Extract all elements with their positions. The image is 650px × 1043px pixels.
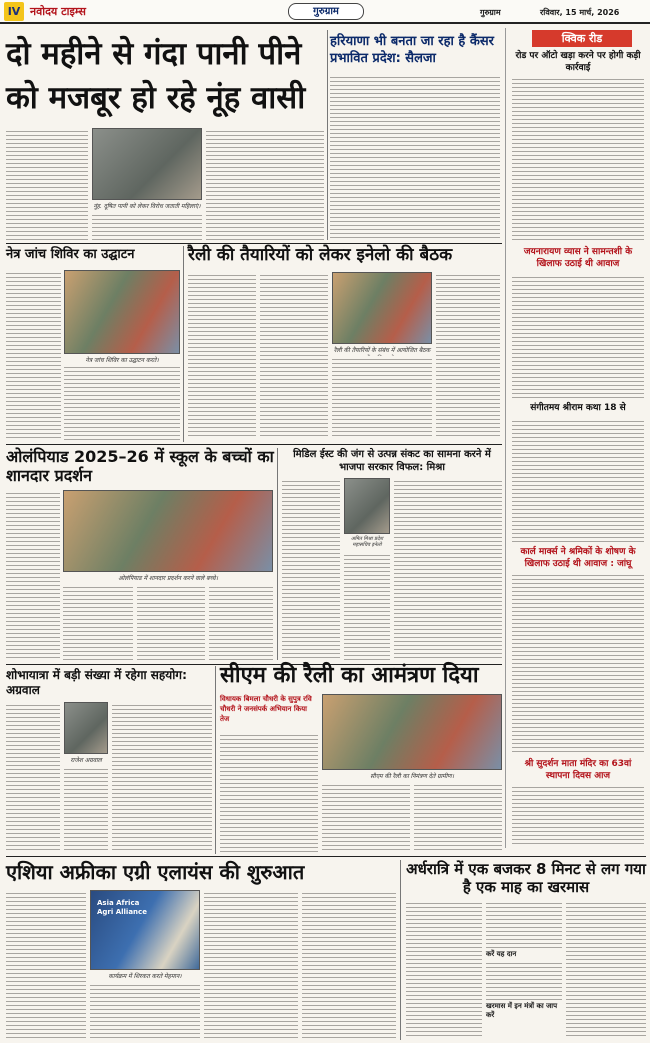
column-divider bbox=[400, 860, 401, 1040]
midil-east-portrait bbox=[344, 478, 390, 534]
quick-read-panel bbox=[505, 28, 647, 848]
quick-read-story5-body bbox=[512, 784, 644, 844]
lead-headline: दो महीने से गंदा पानी पीने को मजबूर हो रहे नूंह वासी bbox=[6, 36, 306, 116]
olympiad-caption: ओलंपियाड में शानदार प्रदर्शन करने वाले बच्चे। bbox=[118, 575, 218, 582]
procession-body-1 bbox=[6, 702, 60, 852]
section-label: गुरुग्राम bbox=[288, 3, 364, 20]
olympiad-headline: ओलंपियाड 2025–26 में स्कूल के बच्चों का शानदार प्रदर्शन bbox=[6, 447, 274, 485]
agri-body-4 bbox=[302, 890, 396, 1038]
lead-body-col3 bbox=[206, 128, 324, 240]
procession-caption: राजेश अग्रवाल bbox=[70, 757, 102, 764]
kharmas-subhead-2: खरमास में इन मंत्रों का जाप करें bbox=[486, 1002, 558, 1019]
procession-portrait bbox=[64, 702, 108, 754]
cm-rally-body-3 bbox=[414, 782, 502, 852]
olympiad-body-1 bbox=[6, 490, 60, 660]
column-divider bbox=[215, 666, 216, 854]
midil-east-body-2 bbox=[344, 552, 390, 660]
agri-body-3 bbox=[204, 890, 298, 1038]
section-divider bbox=[6, 444, 502, 445]
page-number-badge: IV bbox=[4, 2, 24, 21]
cm-rally-body-1 bbox=[220, 732, 318, 852]
agri-headline: एशिया अफ्रीका एग्री एलायंस की शुरुआत bbox=[6, 860, 305, 884]
cm-rally-headline: सीएम की रैली का आमंत्रण दिया bbox=[220, 663, 479, 688]
agri-photo bbox=[90, 890, 200, 970]
midil-east-headline: मिडिल ईस्ट की जंग से उत्पन्न संकट का सामना करने में भाजपा सरकार विफल: मिश्रा bbox=[293, 449, 491, 473]
lead-body-col1 bbox=[6, 128, 88, 240]
rally-meeting-body-2 bbox=[260, 272, 328, 438]
lead-body-col2 bbox=[92, 212, 202, 240]
rally-meeting-headline: रैली की तैयारियों को लेकर इनेलो की बैठक bbox=[188, 245, 453, 265]
quick-read-story1-body bbox=[512, 76, 644, 242]
quick-read-story2-body bbox=[512, 274, 644, 398]
rally-meeting-body-3 bbox=[332, 356, 432, 438]
eye-camp-body-2 bbox=[64, 364, 180, 440]
quick-read-story1-head: रोड पर ऑटो खड़ा करने पर होगी कड़ी कार्रवाई bbox=[515, 51, 641, 73]
kharmas-body-1 bbox=[406, 900, 482, 1038]
date-label: रविवार, 15 मार्च, 2026 bbox=[540, 8, 620, 17]
rally-meeting-body-4 bbox=[436, 272, 500, 438]
section-divider bbox=[6, 856, 646, 857]
quick-read-story4-body bbox=[512, 572, 644, 754]
quick-read-story5-head: श्री सुदर्शन माता मंदिर का 63वां स्थापना दिवस आज bbox=[524, 759, 632, 781]
column-divider bbox=[327, 30, 328, 240]
quick-read-story2-head: जयनारायण व्यास ने सामन्तशी के खिलाफ उठाई थी आवाज bbox=[523, 247, 633, 269]
procession-body-3 bbox=[112, 702, 212, 852]
rally-meeting-body-1 bbox=[188, 272, 256, 438]
quick-read-story4-head: कार्ल मार्क्स ने श्रमिकों के शोषण के खिलाफ उठाई थी आवाज : जांघू bbox=[520, 547, 636, 569]
eye-camp-headline: नेत्र जांच शिविर का उद्घाटन bbox=[6, 247, 135, 262]
kharmas-headline: अर्धरात्रि में एक बजकर 8 मिनट से लग गया है एक माह का खरमास bbox=[406, 860, 646, 896]
kharmas-body-2 bbox=[486, 900, 562, 948]
lead-photo-caption: नूंह. दूषित पानी को लेकर विरोध जताती महिलाएं। bbox=[93, 203, 201, 210]
kharmas-body-3 bbox=[486, 960, 562, 1000]
cm-rally-kicker: विधायक बिमला चौधरी के सुपुत्र रवि चौधरी ने जनसंपर्क अभियान किया तेज bbox=[220, 695, 312, 723]
eye-camp-caption: नेत्र जांच शिविर का उद्घाटन करते। bbox=[85, 357, 159, 364]
olympiad-body-3 bbox=[137, 584, 205, 660]
eye-camp-photo bbox=[64, 270, 180, 354]
olympiad-body-4 bbox=[209, 584, 273, 660]
olympiad-body-2 bbox=[63, 584, 133, 660]
newspaper-name: नवोदय टाइम्स bbox=[30, 5, 86, 18]
quick-read-title: क्विक रीड bbox=[532, 30, 632, 47]
cm-rally-caption: सीएम की रैली का निमंत्रण देते ग्रामीण। bbox=[370, 773, 454, 780]
masthead-bar bbox=[0, 0, 650, 24]
procession-body-2 bbox=[64, 766, 108, 852]
kharmas-body-4 bbox=[566, 900, 646, 1038]
midil-east-body-3 bbox=[394, 478, 502, 660]
olympiad-photo bbox=[63, 490, 273, 572]
rally-meeting-photo bbox=[332, 272, 432, 344]
midil-east-body-1 bbox=[282, 478, 340, 660]
eye-camp-body bbox=[6, 270, 61, 440]
agri-body-2 bbox=[90, 982, 200, 1038]
rally-meeting-caption: रैली की तैयारियों के संबंध में आयोजित बैठक bbox=[333, 347, 431, 354]
section-divider bbox=[6, 243, 502, 244]
agri-body-1 bbox=[6, 890, 86, 1038]
agri-banner-text: Asia Africa Agri Alliance bbox=[97, 899, 147, 916]
agri-caption: कार्यक्रम में शिरकत करते मेहमान। bbox=[108, 973, 182, 980]
cm-rally-photo bbox=[322, 694, 502, 770]
cancer-body bbox=[330, 74, 500, 240]
lead-photo bbox=[92, 128, 202, 200]
cm-rally-body-2 bbox=[322, 782, 410, 852]
place-label: गुरुग्राम bbox=[480, 8, 501, 17]
column-divider bbox=[183, 246, 184, 442]
column-divider bbox=[277, 448, 278, 660]
procession-headline: शोभायात्रा में बड़ी संख्या में रहेगा सहयोग: अग्रवाल bbox=[6, 668, 187, 697]
quick-read-story3-head: संगीतमय श्रीराम कथा 18 से bbox=[530, 403, 626, 413]
midil-east-caption: अमित मिश्रा प्रदेश महासचिव इनेलो bbox=[350, 536, 384, 548]
cancer-headline: हरियाणा भी बनता जा रहा है कैंसर प्रभावित प्रदेश: सैलजा bbox=[330, 34, 494, 66]
kharmas-subhead-1: करें यह दान bbox=[486, 950, 517, 958]
quick-read-story3-body bbox=[512, 418, 644, 542]
